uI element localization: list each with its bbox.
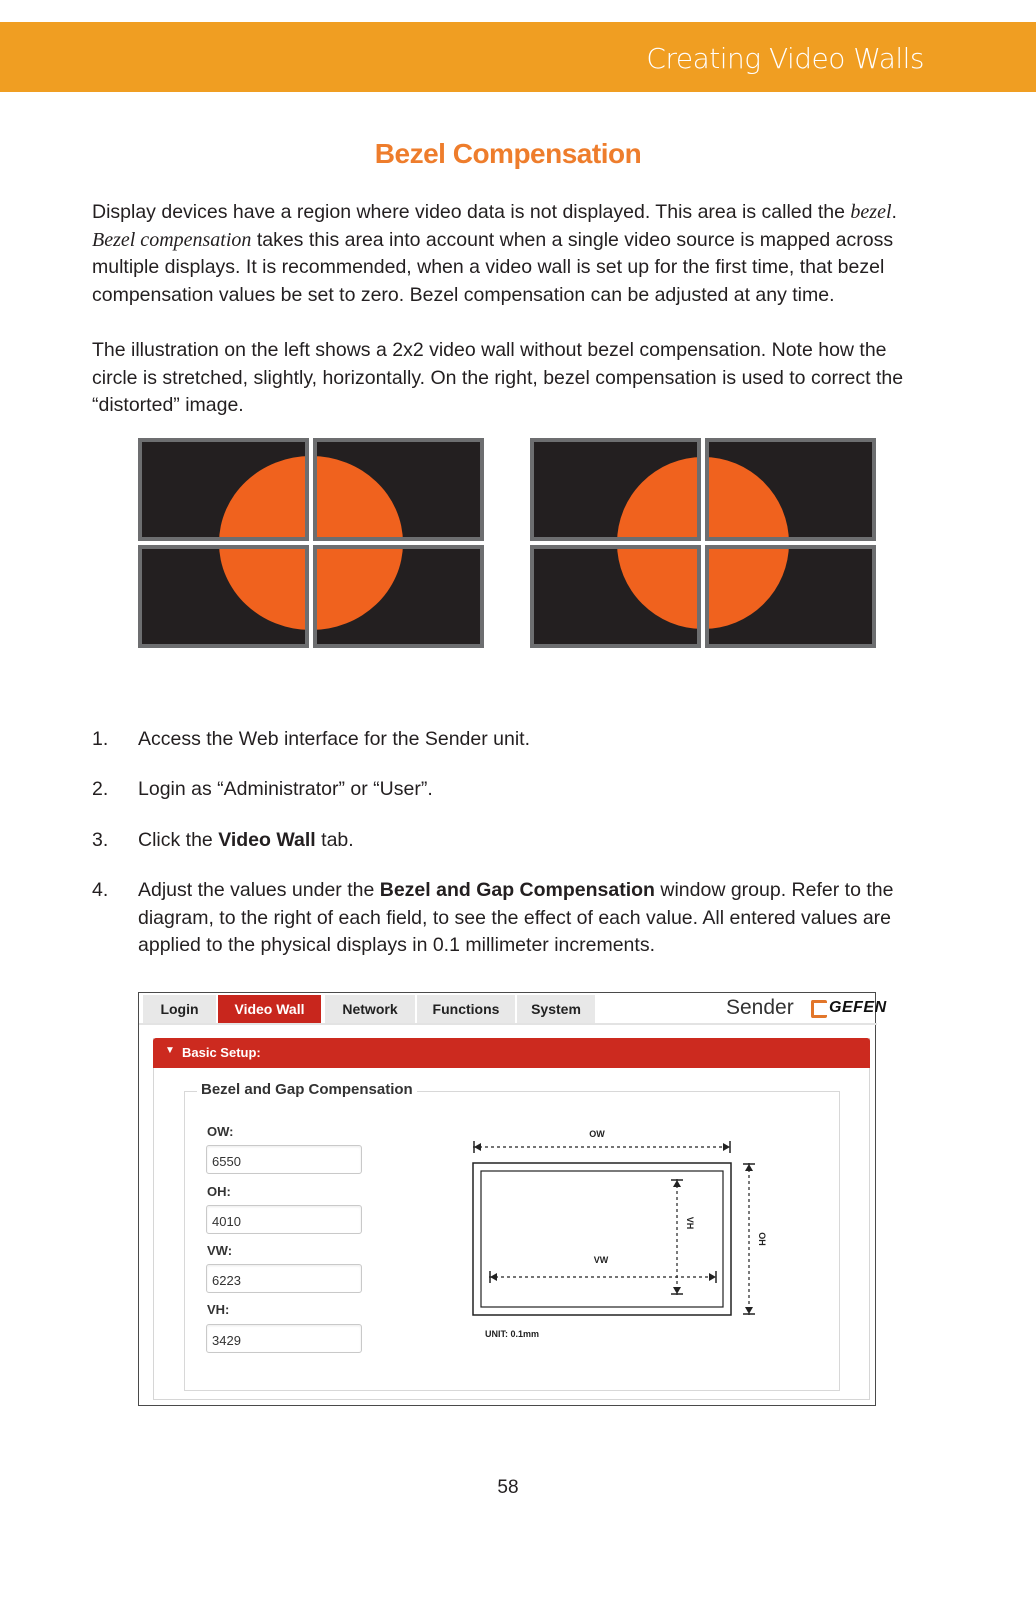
gefen-logo	[811, 998, 891, 1022]
screens	[142, 442, 480, 644]
step-number: 2.	[92, 778, 109, 800]
step-number: 1.	[92, 728, 109, 750]
intro-text-a: Display devices have a region where video data is not displayed. This area is called the	[92, 201, 851, 223]
outer-frame	[473, 1163, 731, 1315]
unit-label: UNIT: 0.1mm	[485, 1329, 540, 1339]
tab-functions[interactable]: Functions	[417, 995, 515, 1023]
oh-label: OH:	[207, 1184, 231, 1199]
oh-input[interactable]: 4010	[206, 1205, 362, 1234]
oh-diagram-label: OH	[757, 1232, 767, 1246]
step-text: Adjust the values under the Bezel and Gap Compensation window group. Refer to the diagram, to the right of each field, to see the effect of each value. All entered values are applied to the physical displays in 0.1 millimeter increments.	[138, 879, 894, 956]
tab-network[interactable]: Network	[325, 995, 415, 1023]
vw-label: VW:	[207, 1243, 233, 1258]
video-wall-compensated	[530, 438, 876, 648]
intro-paragraph-2: The illustration on the left shows a 2x2 video wall without bezel compensation. Note how the circle is stretched, slightly, horizontally. On the right, bezel compensation is used to correct the “distorted” image.	[92, 339, 904, 416]
ow-label: OW:	[207, 1124, 234, 1139]
basic-setup-label: Basic Setup:	[182, 1045, 261, 1060]
video-wall-term: Video Wall	[218, 829, 316, 851]
bezel-term: bezel	[850, 201, 892, 223]
tab-login[interactable]: Login	[143, 995, 216, 1023]
tab-video-wall[interactable]: Video Wall	[218, 995, 321, 1023]
video-wall-uncompensated	[138, 438, 484, 648]
intro-text-c: takes this area into account when a single video source is mapped across multiple displays. It is recommended, when a video wall is set up for the first time, that bezel compensation values be set to zero. Bezel compensation can be adjusted at any time.	[92, 228, 894, 306]
dimension-diagram-graphic	[465, 1123, 785, 1343]
bezel-gap-term: Bezel and Gap Compensation	[379, 879, 655, 901]
ow-diagram-label: OW	[589, 1129, 605, 1139]
screens	[534, 442, 872, 644]
dimension-diagram	[465, 1123, 785, 1348]
intro-paragraph-1	[92, 199, 922, 309]
vh-label: VH:	[207, 1302, 230, 1317]
collapse-caret-icon[interactable]: ▼	[165, 1045, 175, 1056]
tab-bar	[139, 993, 887, 1025]
gefen-wordmark: GEFEN	[829, 999, 887, 1016]
video-wall-uncompensated-graphic	[138, 438, 484, 648]
step-text: Login as “Administrator” or “User”.	[138, 778, 433, 800]
device-label: Sender	[726, 996, 794, 1019]
step-text: Access the Web interface for the Sender unit.	[138, 728, 531, 750]
step-number: 4.	[92, 879, 109, 901]
corrected-circle	[617, 457, 789, 629]
basic-setup-header[interactable]	[153, 1038, 870, 1068]
vh-input[interactable]: 3429	[206, 1324, 362, 1353]
header-title: Creating Video Walls	[646, 42, 924, 75]
ow-input[interactable]: 6550	[206, 1145, 362, 1174]
vw-input[interactable]: 6223	[206, 1264, 362, 1293]
gefen-mark-icon	[811, 1000, 827, 1018]
step-text: Click the Video Wall tab.	[138, 829, 354, 851]
tab-system[interactable]: System	[517, 995, 595, 1023]
section-title: Bezel Compensation	[374, 138, 642, 169]
bezel-gap-legend: Bezel and Gap Compensation	[197, 1081, 417, 1098]
video-wall-compensated-graphic	[530, 438, 876, 648]
vw-diagram-label: VW	[593, 1255, 609, 1265]
tab-divider	[139, 1023, 877, 1025]
step-number: 3.	[92, 829, 109, 851]
page-number: 58	[497, 1477, 519, 1498]
stretched-circle	[219, 456, 403, 630]
vh-diagram-label: VH	[685, 1216, 695, 1230]
web-interface-screenshot	[138, 992, 887, 1406]
inner-frame	[481, 1171, 723, 1307]
intro-text-b: .	[891, 201, 897, 223]
bezel-compensation-term: Bezel compensation	[92, 228, 252, 251]
